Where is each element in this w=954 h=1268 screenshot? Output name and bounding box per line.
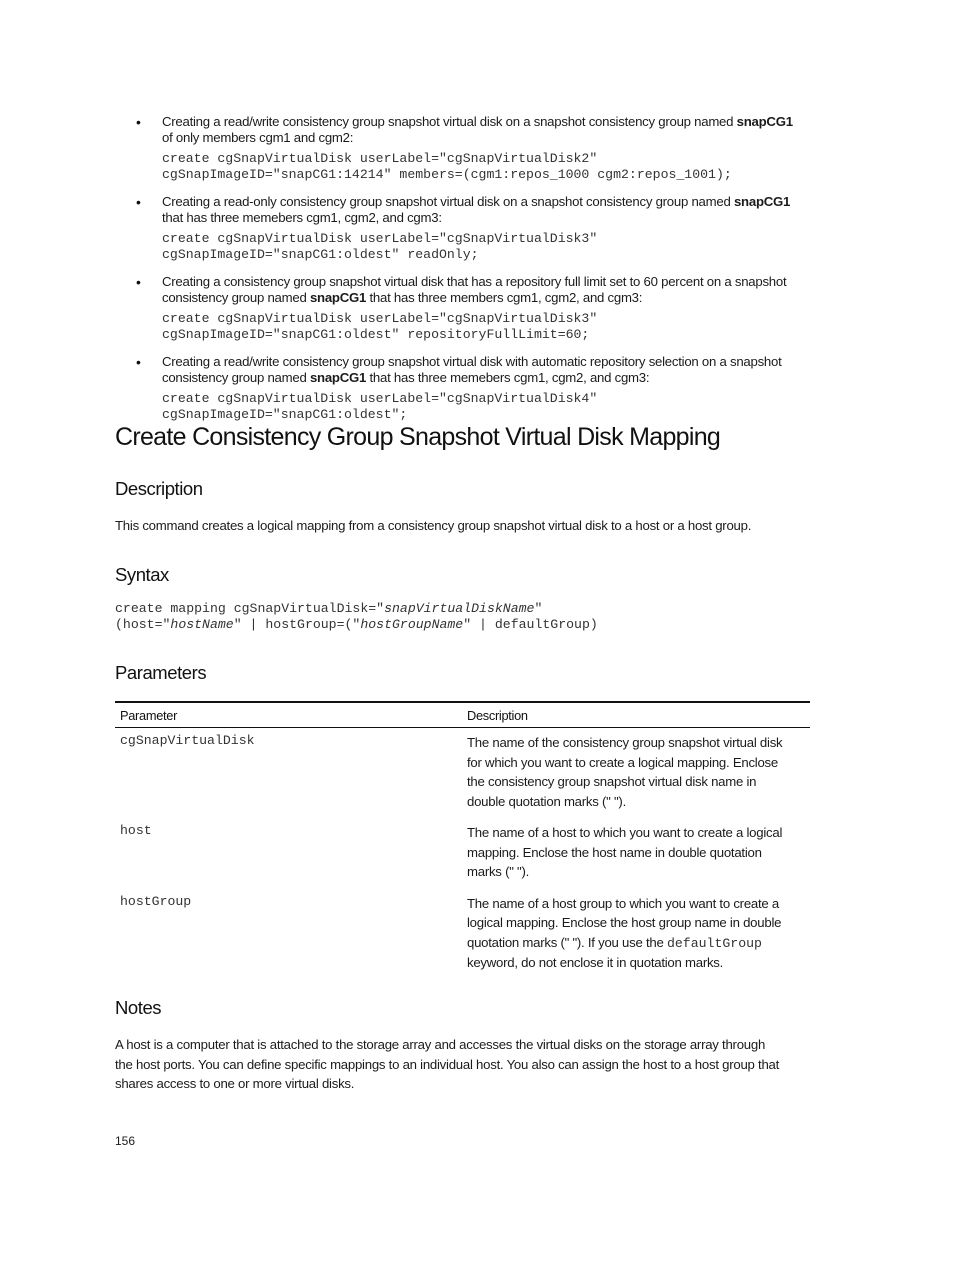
notes-heading: Notes xyxy=(115,997,162,1018)
parameter-name: cgSnapVirtualDisk xyxy=(120,733,255,748)
description-heading: Description xyxy=(115,478,203,499)
table-header-row xyxy=(115,702,810,728)
list-item xyxy=(136,354,826,423)
table-row xyxy=(115,818,810,889)
bullet-icon: • xyxy=(136,274,141,290)
example-text: Creating a read/write consistency group snapshot virtual disk on a snapshot consistency group named snapCG1 of only members cgm1 and cgm2: xyxy=(162,114,793,145)
bullet-icon: • xyxy=(136,114,141,130)
list-item xyxy=(136,114,826,183)
parameters-heading: Parameters xyxy=(115,662,207,683)
parameter-name: host xyxy=(120,823,152,838)
inline-code: defaultGroup xyxy=(666,935,762,951)
parameter-description: The name of a host group to which you want to create a logical mapping. Enclose the host group name in double quotation marks (" "). If you use the defaultGroup keyword, do not enclose it in quotation marks. xyxy=(467,895,782,970)
bullet-icon: • xyxy=(136,194,141,210)
page-number: 156 xyxy=(115,1134,136,1148)
code-sample: create cgSnapVirtualDisk userLabel="cgSnapVirtualDisk3" cgSnapImageID="snapCG1:oldest" repositoryFullLimit=60; xyxy=(162,311,598,342)
column-header-description: Description xyxy=(462,702,810,728)
table-row xyxy=(115,728,810,819)
description-text: This command creates a logical mapping from a consistency group snapshot virtual disk to a host or a host group. xyxy=(115,518,752,533)
example-text: Creating a read-only consistency group snapshot virtual disk on a snapshot consistency group named snapCG1 that has three memebers cgm1, cgm2, and cgm3: xyxy=(162,194,791,225)
syntax-variable: hostName xyxy=(170,617,234,632)
example-text: Creating a read/write consistency group snapshot virtual disk with automatic repository selection on a snapshot consistency group named snapCG1 that has three memebers cgm1, cgm2, and cgm3: xyxy=(162,354,782,385)
example-list xyxy=(136,114,826,434)
code-sample: create cgSnapVirtualDisk userLabel="cgSnapVirtualDisk4" cgSnapImageID="snapCG1:oldest"; xyxy=(162,391,598,422)
syntax-heading: Syntax xyxy=(115,564,169,585)
group-name: snapCG1 xyxy=(736,114,793,129)
group-name: snapCG1 xyxy=(733,194,791,209)
column-header-parameter: Parameter xyxy=(115,702,462,728)
group-name: snapCG1 xyxy=(309,370,367,385)
parameter-description: The name of a host to which you want to create a logical mapping. Enclose the host name in double quotation marks (" "). xyxy=(467,825,783,879)
parameters-table xyxy=(115,701,810,980)
example-text: Creating a consistency group snapshot virtual disk that has a repository full limit set to 60 percent on a snapshot consistency group named snapCG1 that has three members cgm1, cgm2, and cgm3: xyxy=(162,274,787,305)
code-sample: create cgSnapVirtualDisk userLabel="cgSnapVirtualDisk3" cgSnapImageID="snapCG1:oldest" readOnly; xyxy=(162,231,598,262)
list-item xyxy=(136,274,826,343)
parameter-name: hostGroup xyxy=(120,893,192,909)
parameter-description: The name of the consistency group snapshot virtual disk for which you want to create a logical mapping. Enclose the consistency group snapshot virtual disk name in double quotation marks (" "). xyxy=(467,735,783,809)
syntax-code: create mapping cgSnapVirtualDisk="snapVirtualDiskName" (host="hostName" | hostGroup=("hostGroupName" | defaultGroup) xyxy=(115,601,598,632)
code-sample: create cgSnapVirtualDisk userLabel="cgSnapVirtualDisk2" cgSnapImageID="snapCG1:14214" members=(cgm1:repos_1000 cgm2:repos_1001); xyxy=(162,151,732,182)
page-title: Create Consistency Group Snapshot Virtual Disk Mapping xyxy=(115,423,721,451)
bullet-icon: • xyxy=(136,354,141,370)
group-name: snapCG1 xyxy=(309,290,367,305)
syntax-variable: hostGroupName xyxy=(360,617,464,632)
syntax-variable: snapVirtualDiskName xyxy=(384,601,535,616)
notes-text: A host is a computer that is attached to the storage array and accesses the virtual disks on the storage array through the host ports. You can define specific mappings to an individual host. You also can assign the host to a host group that shares access to one or more virtual disks. xyxy=(115,1037,780,1091)
list-item xyxy=(136,194,826,263)
table-row xyxy=(115,889,810,980)
